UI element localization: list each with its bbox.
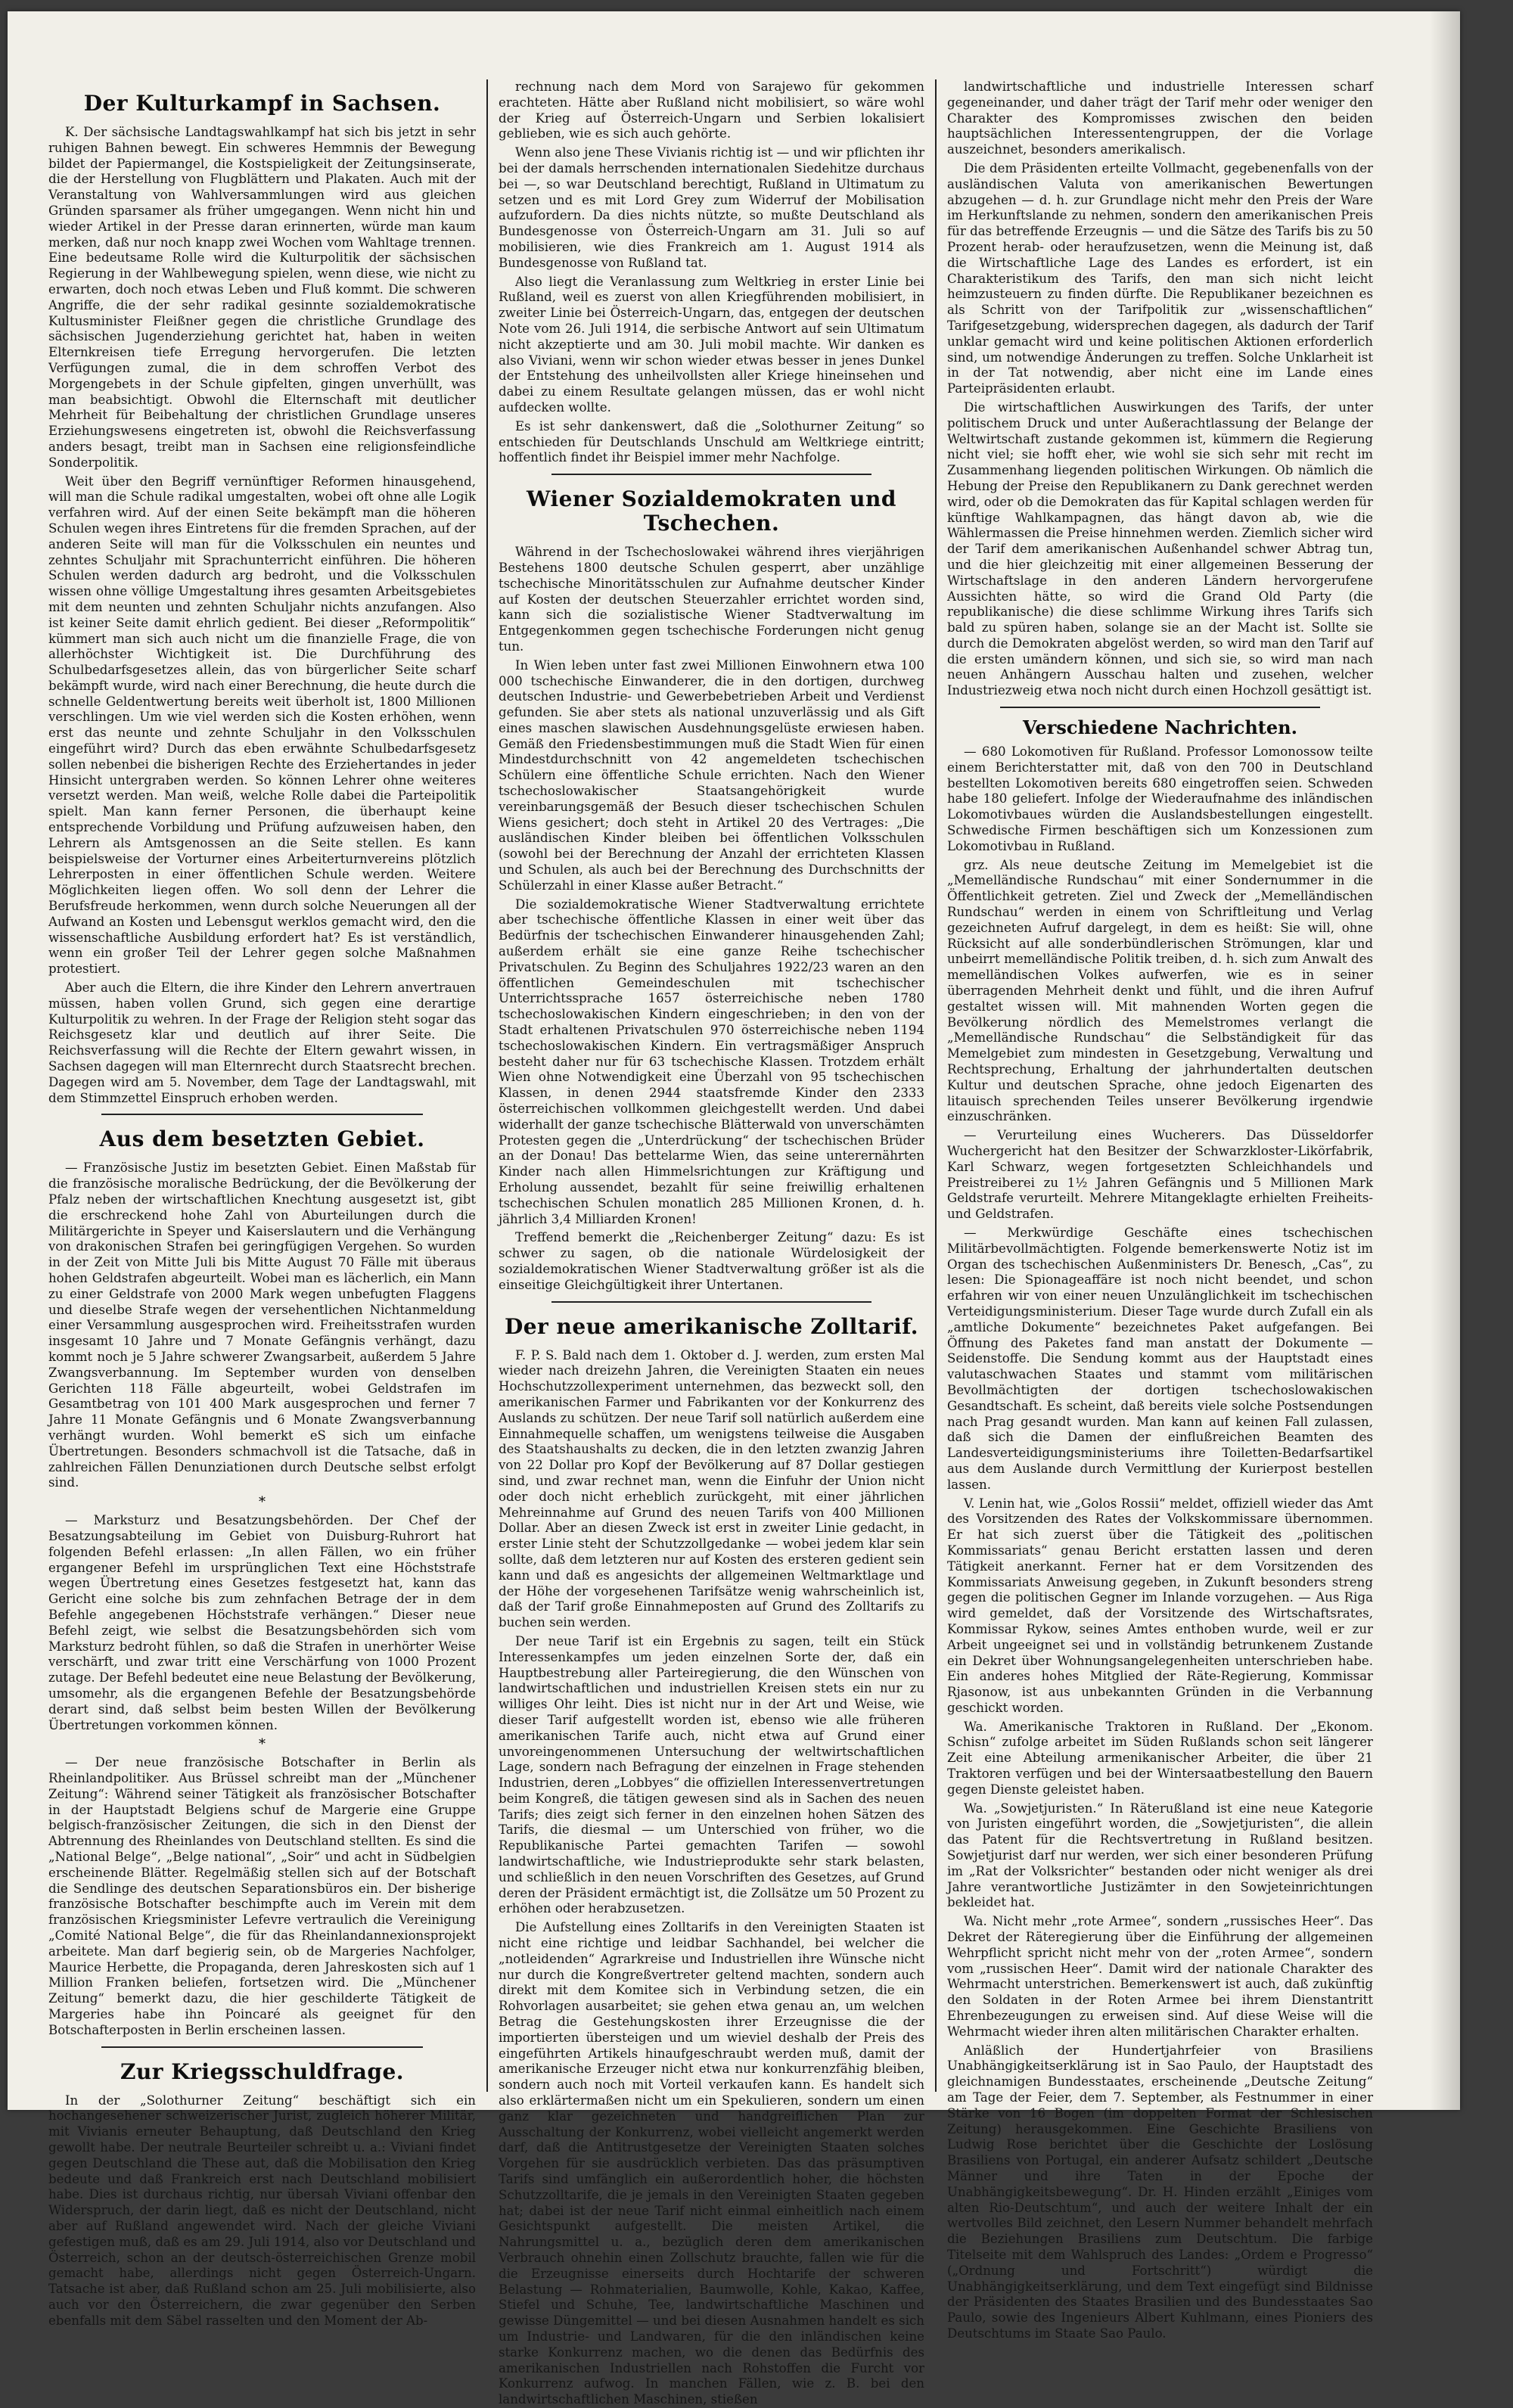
- paragraph: Während in der Tschechoslowakei während ihres vierjährigen Bestehens 1800 deutsche Schulen gesperrt, aber unzählige tschechische Minoritätsschulen zur Aufnahme deutscher Kinder auf Kosten der deutschen Steuerzahler errichtet worden sind, kann sich die sozialistische Wiener Stadtverwaltung im Entgegenkommen gegen tschechische Forderungen nicht genug tun.: [499, 545, 924, 654]
- paragraph: In der „Solothurner Zeitung“ beschäftigt sich ein hochangesehener schweizerischer Jurist, zugleich höherer Militär, mit Vivianis erneuter Behauptung, daß Deutschland den Krieg gewollt habe. Der neutrale Beurteiler schreibt u. a.: Viviani findet gegen Deutschland die These aut, daß die Mobilisation den Krieg bedeute und daß Frankreich erst nach Deutschland mobilisiert habe. Dies ist durchaus richtig, nur übersah Viviani offenbar den Widerspruch, der darin liegt, daß es nicht der Deutschland, nicht aber auf Rußland angewendet wird. Nach der gleiche Viviani gefestigen muß, daß es am 29. Juli 1914, also vor Deutschland und Österreich, schon an der deutsch-österreichischen Grenze mobil gemacht habe, allerdings nicht gegen Österreich-Ungarn. Tatsache ist aber, daß Rußland schon am 25. Juli mobilisierte, also auch vor den Österreichern, die zwar gegenüber den Serben ebenfalls mit dem Säbel rasselten und den Moment der Ab-: [48, 2093, 476, 2328]
- paragraph: Die dem Präsidenten erteilte Vollmacht, gegebenenfalls von der ausländischen Valuta von amerikanischen Bewertungen abzugehen — d. h. zur Grundlage nicht mehr den Preis der Ware im Herkunftslande zu nehmen, sondern den amerikanischen Preis für das betreffende Erzeugnis — und die Sätze des Tarifs bis zu 50 Prozent herab- oder heraufzusetzen, wenn die Meinung ist, daß die Wirtschaftliche Lage des Landes es erfordert, ist ein Charakteristikum des Tarifs, den man sich nicht leicht heimzusteuern zu finden dürfte. Die Republikaner bezeichnen es als Schritt von der Tarifpolitik zur „wissenschaftlichen“ Tarifgesetzgebung, widersprechen dagegen, als dadurch der Tarif unklar gemacht wird und keine politischen Aktionen erforderlich sind, um notwendige Änderungen zu treffen. Solche Unklarheit ist in der Tat notwendig, aber nicht eine im Lande eines Parteipräsidenten erlaubt.: [947, 160, 1373, 396]
- paragraph: grz. Als neue deutsche Zeitung im Memelgebiet ist die „Memelländische Rundschau“ mit einer Sondernummer in die Öffentlichkeit getreten. Ziel und Zweck der „Memelländischen Rundschau“ werden in einem von Schriftleitung und Verlag gezeichneten Aufruf dargelegt, in dem es heißt: Sie will, ohne Rücksicht auf alle sonderbündlerischen Strömungen, klar und unbeirrt memelländische Politik treiben, d. h. sich zum Anwalt des memelländischen Volkes aufwerfen, wie es in seiner überragenden Mehrheit denkt und fühlt, und die ihren Aufruf gestaltet wissen will. Mit mahnenden Worten gegen die Bevölkerung nördlich des Memelstromes verlangt die „Memelländische Rundschau“ die Selbständigkeit für das Memelgebiet zum mindesten in Gesetzgebung, Verwaltung und Rechtsprechung, Erhaltung der jahrhundertalten deutschen Kultur und deutschen Sprache, ohne jedoch Eigenarten des litauisch sprechenden Teiles unserer Bevölkerung irgendwie einzuschränken.: [947, 857, 1373, 1124]
- section-divider: [101, 2046, 423, 2048]
- newspaper-page: [8, 11, 1460, 2407]
- section-divider: [551, 474, 871, 475]
- paragraph: Weit über den Begriff vernünftiger Reformen hinausgehend, will man die Schule radikal umgestalten, wobei oft ohne alle Logik verfahren wird. Auf der einen Seite bekämpft man die höheren Schulen wegen ihres Eintretens für die fremden Sprachen, auf der anderen Seite will man für die Volksschulen ein neuntes und zehntes Schuljahr mit Sprachunterricht einführen. Die höheren Schulen werden dadurch arg bedroht, und die Volksschulen wissen ohne völlige Umgestaltung ihres gesamten Arbeitsgebietes mit dem neunten und zehnten Schuljahr nichts anzufangen. Also ist keiner Seite damit ehrlich gedient. Bei dieser „Reformpolitik“ kümmert man sich auch nicht um die finanzielle Frage, die von allerhöchster Wichtigkeit ist. Die Durchführung des Schulbedarfsgesetzes allein, das von bürgerlicher Seite scharf bekämpft wurde, wird nach einer Berechnung, die heute durch die schnelle Geldentwertung bereits weit überholt ist, 1800 Millionen verschlingen. Um wie viel werden sich die Kosten erhöhen, wenn erst das neunte und zehnte Schuljahr in den Volksschulen eingeführt wird? Durch das eben erwähnte Schulbedarfsgesetz sollen nebenbei die bisherigen Rechte des Erziehertandes in jeder Hinsicht untergraben werden. So können Lehrer ohne weiteres versetzt werden. Man weiß, welche Rolle dabei die Parteipolitik spielt. Man kann ferner Personen, die überhaupt keine entsprechende Vorbildung und Prüfung aufzuweisen haben, den Lehrern als Amtsgenossen an die Seite stellen. Es kann beispielsweise der Vorturner eines Arbeiterturnvereins plötzlich Lehrerposten in einer öffentlichen Schule werden. Weitere Möglichkeiten liegen offen. Wo soll denn der Lehrer die Berufsfreude herkommen, wenn durch solche Neuerungen all der Aufwand an Kosten und Lebensgut werklos gemacht wird, den die wissenschaftliche Ausbildung erfordert hat? Es ist verständlich, wenn ein großer Teil der Lehrer gegen solche Maßnahmen protestiert.: [48, 474, 476, 977]
- headline-zolltarif: Der neue amerikanische Zolltarif.: [504, 1313, 919, 1339]
- paragraph: — 680 Lokomotiven für Rußland. Professor Lomonossow teilte einem Berichterstatter mit, daß von den 700 in Deutschland bestellten Lokomotiven bereits 680 eingetroffen seien. Schweden habe 180 geliefert. Infolge der Wiederaufnahme des inländischen Lokomotivbaues würden die Auslandsbestellungen eingestellt. Schwedische Firmen beschäftigen sich um Konzessionen zum Lokomotivbau in Rußland.: [947, 744, 1373, 853]
- paragraph: Also liegt die Veranlassung zum Weltkrieg in erster Linie bei Rußland, weil es zuerst von allen Kriegführenden mobilisiert, in zweiter Linie bei Österreich-Ungarn, das, entgegen der deutschen Note vom 26. Juli 1914, die serbische Antwort auf sein Ultimatum nicht akzeptierte und am 30. Juli mobil machte. Wir danken es also Viviani, wenn wir schon wieder etwas besser in jenes Dunkel der Entstehung des unheilvollsten aller Kriege hineinsehen und dabei zu einem Resultate gelangen müssen, das er wohl nicht aufdecken wollte.: [499, 274, 924, 415]
- asterisk-divider: *: [259, 1736, 266, 1753]
- headline-besetztes-gebiet: Aus dem besetzten Gebiet.: [99, 1126, 425, 1152]
- headline-wiener-sozialdemokraten: Wiener Sozialdemokraten und Tschechen.: [527, 486, 896, 536]
- column-1: [38, 79, 486, 2328]
- paragraph: K. Der sächsische Landtagswahlkampf hat sich bis jetzt in sehr ruhigen Bahnen bewegt. Ein schweres Hemmnis der Bewegung bildet der Papiermangel, die Kostspieligkeit der Zeitungsinserate, die der Herstellung von Flugblättern und Plakaten. Auch mit der Veranstaltung von Wahlversammlungen wird aus gleichen Gründen sparsamer als früher umgegangen. Wenn nicht hin und wieder Artikel in der Presse daran erinnerten, würde man kaum merken, daß nur noch knapp zwei Wochen vom Wahltage trennen. Eine bedeutsame Rolle wird die Kulturpolitik der sächsischen Regierung in der Wahlbewegung spielen, wenn diese, wie nicht zu erwarten, doch noch etwas Leben und Fluß kommt. Die schweren Angriffe, die der sehr radikal gesinnte sozialdemokratische Kultusminister Fleißner gegen die christliche Grundlage des sächsischen Jugenderziehung gerichtet hat, haben in weiten Elternkreisen tiefe Erregung hervorgerufen. Die letzten Verfügungen zumal, die in dem schroffen Verbot des Morgengebets in der Schule gipfelten, gingen unverhüllt, was man beabsichtigt. Obwohl die Elternschaft mit deutlicher Mehrheit für Beibehaltung der christlichen Grundlage unseres Erziehungswesens eingetreten ist, obwohl die Reichsverfassung anders besagt, treibt man in Sachsen eine religionsfeindliche Sonderpolitik.: [48, 125, 476, 470]
- section-divider: [551, 1301, 871, 1303]
- article-columns: [38, 79, 1384, 2407]
- paragraph: Wa. Nicht mehr „rote Armee“, sondern „russisches Heer“. Das Dekret der Räteregierung über die Einführung der allgemeinen Wehrpflicht spricht nicht mehr von der „roten Armee“, sondern vom „russischen Heer“. Damit wird der nationale Charakter des Wehrmacht unterstrichen. Bemerkenswert ist auch, daß zukünftig den Soldaten in der Roten Armee bei ihrem Dienstantritt Ehrenbezeugungen zu erweisen sind. Auf diese Weise will die Wehrmacht wieder ihren alten militärischen Charakter erhalten.: [947, 1914, 1373, 2039]
- paragraph: — Verurteilung eines Wucherers. Das Düsseldorfer Wuchergericht hat den Besitzer der Schwarzkloster-Likörfabrik, Karl Schwarz, wegen fortgesetzten Schleichhandels und Preistreiberei zu 1½ Jahren Gefängnis und 5 Millionen Mark Geldstrafe verurteilt. Mehrere Mitangeklagte erhielten Freiheits- und Geldstrafen.: [947, 1128, 1373, 1222]
- paragraph: rechnung nach dem Mord von Sarajewo für gekommen erachteten. Hätte aber Rußland nicht mobilisiert, so wäre wohl der Krieg auf Österreich-Ungarn und Serbien lokalisiert geblieben, wie es sich auch gehörte.: [499, 79, 924, 141]
- paragraph: Der neue Tarif ist ein Ergebnis zu sagen, teilt ein Stück Interessenkampfes um jeden einzelnen Sorte der, daß ein Hauptbestrebung aller Parteiregierung, die den Wünschen von landwirtschaftlichen und industriellen Kreisen stets ein nur zu williges Ohr leiht. Dies ist nicht nur in der Art und Weise, wie dieser Tarif aufgestellt worden ist, ebenso wie alle früheren amerikanischen Tarife auch, nicht etwa auf Grund einer unvoreingenommenen Untersuchung der weltwirtschaftlichen Lage, sondern nach Befragung der einzelnen in Frage stehenden Industrien, deren „Lobbyes“ die offiziellen Interessenvertretungen beim Kongreß, die tätigen gewesen sind als in Sachen des neuen Tarifs; dies zeigt sich ferner in den einzelnen hohen Sätzen des Tarifs, die diesmal — um Unterschied von früher, wo die Republikanische Partei gemachten Tarifen — sowohl landwirtschaftliche, wie Industrieprodukte sehr stark belasten, und schließlich in den neuen Vorschriften des Gesetzes, auf Grund deren der Präsident ermächtigt ist, die Zollsätze um 50 Prozent zu erhöhen oder herabzusetzen.: [499, 1633, 924, 1916]
- section-divider: [1000, 707, 1320, 708]
- paragraph: Die wirtschaftlichen Auswirkungen des Tarifs, der unter politischem Druck und unter Außerachtlassung der Belange der Weltwirtschaft zustande gekommen ist, kümmern die Regierung nicht viel; sie hofft eher, wie wohl sie sich sehr mit recht im Zusammenhang liegenden politischen Wirkungen. Ob nämlich die Hebung der Preise den Republikanern zu Dank gerechnet werden wird, oder ob die Demokraten das für Kapital schlagen werden für künftige Wahlkampagnen, das hängt davon ab, wie die Wählermassen die Preise hinnehmen werden. Ziemlich sicher wird der Tarif dem amerikanischen Außenhandel schwer Abtrag tun, und die hier gleichzeitig mit einer allgemeinen Besserung der Wirtschaftslage in den anderen Ländern hervorgerufene Aussichten hätte, so wird die Grand Old Party (die republikanische) die diese schlimme Wirkung ihres Tarifs sich bald zu spüren haben, solange sie an der Macht ist. Sollte sie durch die Demokraten abgelöst werden, so wird man den Tarif auf die ersten umändern können, und sich sie, so wird man nach neuen Anhängern Ausschau halten und zusehen, welcher Industriezweig etwa noch nicht durch einen Hochzoll gesättigt ist.: [947, 399, 1373, 698]
- paragraph: — Der neue französische Botschafter in Berlin als Rheinlandpolitiker. Aus Brüssel schreibt man der „Münchener Zeitung“: Während seiner Tätigkeit als französischer Botschafter in der Hauptstadt Belgiens schuf de Margerie eine Gruppe belgisch-französischer Zeitungen, die sich in den Dienst der Abtrennung des Rheinlandes von Deutschland stellten. Es sind die „National Belge“, „Belge national“, „Soir“ und acht in Südbelgien erscheinende Blätter. Regelmäßig stellen sich auf der Botschaft die Sendlinge des deutschen Separationsbüros ein. Der bisherige französische Botschafter beschimpfte auch im Verein mit dem französischen Kriegsminister Lefevre vertraulich die Vereinigung „Comité National Belge“, die für das Rheinlandannexionsprojekt arbeitete. Man darf begierig sein, ob de Margeries Nachfolger, Maurice Herbette, die Propaganda, deren Jahreskosten sich auf 1 Million Franken beliefen, fortsetzen wird. Die „Münchener Zeitung“ bemerkt dazu, die hier geschilderte Tätigkeit de Margeries habe ihn Poincaré als geeignet für den Botschafterposten in Berlin erscheinen lassen.: [48, 1755, 476, 2037]
- page-edge-shadow: [1430, 11, 1460, 2110]
- paragraph: Aber auch die Eltern, die ihre Kinder den Lehrern anvertrauen müssen, haben vollen Grund, sich gegen eine derartige Kulturpolitik zu wehren. In der Frage der Religion steht sogar das Reichsgesetz klar und deutlich auf ihrer Seite. Die Reichsverfassung will die Rechte der Eltern gewahrt wissen, in Sachsen dagegen will man Elternrecht durch Staatsrecht brechen. Dagegen wird am 5. November, dem Tage der Landtagswahl, mit dem Stimmzettel Einspruch erhoben werden.: [48, 980, 476, 1105]
- paragraph: F. P. S. Bald nach dem 1. Oktober d. J. werden, zum ersten Mal wieder nach dreizehn Jahren, die Vereinigten Staaten ein neues Hochschutzzollexperiment unternehmen, das bezweckt soll, den amerikanischen Farmer und Fabrikanten vor der Konkurrenz des Auslands zu schützen. Der neue Tarif soll natürlich außerdem eine Einnahmequelle schaffen, um wenigstens teilweise die Ausgaben des Staatshaushalts zu decken, die in den letzten zwanzig Jahren von 22 Dollar pro Kopf der Bevölkerung auf 87 Dollar gestiegen sind, und zwar rechnet man, wenn die Einfuhr der Union nicht oder doch nicht erheblich zurückgeht, mit einer jährlichen Mehreinnahme auf Grund des neuen Tarifs von 400 Millionen Dollar. Aber an diesen Zweck ist erst in zweiter Linie gedacht, in erster Linie steht der Schutzzollgedanke — wobei jedem klar sein sollte, daß dem letzteren nur auf Kosten des ersteren gedient sein kann und daß es angesichts der allgemeinen Weltmarktlage und der Höhe der vorgesehenen Tarifsätze wenig wahrscheinlich ist, daß der Tarif große Einnahmeposten auf Grund des Zolltarifs zu buchen sein werden.: [499, 1347, 924, 1630]
- paragraph: Wa. Amerikanische Traktoren in Rußland. Der „Ekonom. Schisn“ zufolge arbeitet im Süden Rußlands schon seit längerer Zeit eine Abteilung armenikanischer Arbeiter, die über 21 Traktoren verfügen und bei der Wintersaatbestellung den Bauern gegen Dienste geleistet haben.: [947, 1719, 1373, 1797]
- paragraph: — Merkwürdige Geschäfte eines tschechischen Militärbevollmächtigten. Folgende bemerkenswerte Notiz ist im Organ des tschechischen Außenministers Dr. Benesch, „Cas“, zu lesen: Die Spionageaffäre ist noch nicht beendet, und schon erfahren wir von einer neuen Unzulänglichkeit im tschechischen Verteidigungsministerium. Dieser Tage wurde durch Zufall ein als „amtliche Dokumente“ bezeichnetes Paket aufgefangen. Bei Öffnung des Paketes fand man anstatt der Dokumente — Seidenstoffe. Die Sendung kommt aus der Hauptstadt eines valutaschwachen Staates und stammt vom militärischen Bevollmächtigten der dortigen tschechoslowakischen Gesandtschaft. Es scheint, daß bereits viele solche Postsendungen nach Prag gesandt wurden. Man kann auf keinen Fall zulassen, daß sich die Damen der einflußreichen Beamten des Landesverteidigungsministeriums ihre Toiletten-Bedarfsartikel aus dem Auslande durch Vermittlung der Kurierpost bestellen lassen.: [947, 1225, 1373, 1492]
- paragraph: Wenn also jene These Vivianis richtig ist — und wir pflichten ihr bei der damals herrschenden internationalen Siedehitze durchaus bei —, so war Deutschland berechtigt, Rußland in Ultimatum zu setzen und es mit Lord Grey zum Widerruf der Mobilisation aufzufordern. Da dies nichts nützte, so mußte Deutschland als Bundesgenosse von Österreich-Ungarn am 31. Juli so auf mobilisieren, wie dies Frankreich am 1. August 1914 als Bundesgenosse von Rußland tat.: [499, 145, 924, 270]
- headline-kriegsschuldfrage: Zur Kriegsschuldfrage.: [120, 2058, 404, 2084]
- headline-verschiedene-nachrichten: Verschiedene Nachrichten.: [1023, 716, 1297, 739]
- paragraph: Es ist sehr dankenswert, daß die „Solothurner Zeitung“ so entschieden für Deutschlands Unschuld am Weltkriege eintritt; hoffentlich findet ihr Beispiel immer mehr Nachfolge.: [499, 418, 924, 465]
- asterisk-divider: *: [259, 1494, 266, 1511]
- paragraph: Anläßlich der Hundertjahrfeier von Brasiliens Unabhängigkeitserklärung ist in Sao Paulo, der Hauptstadt des gleichnamigen Bundesstaates, erscheinende „Deutsche Zeitung“ am Tage der Feier, dem 7. September, als Festnummer in einer Stärke von 16 Bogen (im doppelten Format der Schlesischen Zeitung) herausgekommen. Eine Geschichte Brasiliens von Ludwig Rose berichtet über die Geschichte der Loslösung Brasiliens von Portugal, ein anderer Aufsatz schildert „Deutsche Männer und ihre Taten in der Epoche der Unabhängigkeitsbewegung“. Dr. H. Hinden erzählt „Einiges vom alten Rio-Deutschtum“, und auch der weitere Inhalt der ein wertvolles Bild zeichnet, den Lesern Nummer behandelt mehrfach die Beziehungen Brasiliens zum Deutschtum. Die farbige Titelseite mit dem Wahlspruch des Landes: „Ordem e Progresso“ („Ordnung und Fortschritt“) würdigt die Unabhängigkeitserklärung, und dem Text eingefügt sind Bildnisse der Präsidenten des Staates Brasilien und des Bundesstaates Sao Paulo, sowie des Ingenieurs Albert Kuhlmann, eines Pioniers des Deutschtums im Staate Sao Paulo.: [947, 2043, 1373, 2341]
- section-divider: [101, 1114, 423, 1115]
- paragraph: landwirtschaftliche und industrielle Interessen scharf gegeneinander, und daher trägt der Tarif mehr oder weniger den Charakter des Kompromisses zwischen den beiden hauptsächlichen Interessentengruppen, der die Vorlage auszeichnet, besonders amerikalisch.: [947, 79, 1373, 157]
- paragraph: — Marksturz und Besatzungsbehörden. Der Chef der Besatzungsabteilung im Gebiet von Duisburg-Ruhrort hat folgenden Befehl erlassen: „In allen Fällen, wo ein früher ergangener Befehl im ursprünglichen Text eine Höchststrafe wegen Übertretung eines Gesetzes festgesetzt hat, kann das Gericht eine solche bis zum zehnfachen Betrage der in dem Befehle angegebenen Höchststrafe verhängen.“ Dieser neue Befehl zeigt, wie selbst die Besatzungsbehörden sich vom Marksturz bedroht fühlen, so daß die Strafen in unerhörter Weise verschärft, und zwar tritt eine Verschärfung von 1000 Prozent zutage. Der Befehl bedeutet eine neue Belastung der Bevölkerung, umsomehr, als die ergangenen Befehle der Besatzungsbehörde derart sind, daß selbst beim besten Willen der Bevölkerung Übertretungen vorkommen können.: [48, 1513, 476, 1732]
- paragraph: Die Aufstellung eines Zolltarifs in den Vereinigten Staaten ist nicht eine richtige und leidbar Sachhandel, bei welcher die „notleidenden“ Agrarkreise und Industriellen ihre Wünsche nicht nur durch die Kongreßvertreter geltend machten, sondern auch direkt mit dem Komitee sich in Verbindung setzen, die ein Rohvorlagen ausarbeitet; sie gehen etwa genau an, um welchen Betrag die Gestehungskosten ihrer Erzeugnisse die der importierten übersteigen und um wieviel deshalb der Preis des eingeführten Artikels hinaufgeschraubt werden muß, damit der amerikanische Erzeuger nicht etwa nur konkurrenzfähig bleiben, sondern auch noch mit Vorteil verkaufen kann. Es handelt sich also erklärtermaßen nicht um ein Spekulieren, sondern um einen ganz klar gezeichneten und handgreiflichen Plan zur Ausschaltung der Konkurrenz, wobei vielleicht angemerkt werden darf, daß die Antitrustgesetze der Vereinigten Staaten solches Vorgehen für sie ausdrücklich verbieten. Das das präsumptiven Tarifs sind umfänglich ein außerordentlich hoher, die höchsten Schutzzolltarife, die je jemals in den Vereinigten Staaten gegeben hat; dabei ist der neue Tarif nicht einmal einheitlich nach einem Gesichtspunkt aufgestellt. Die meisten Artikel, die Nahrungsmittel u. a., bezüglich deren dem amerikanischen Verbrauch ohnehin einen Zollschutz brauchte, fallen wie für die die Erzeugnisse einerseits durch Hochtarife der schweren Belastung — Rohmaterialien, Baumwolle, Kohle, Kakao, Kaffee, Stiefel und Schuhe, Tee, landwirtschaftliche Maschinen und gewisse Düngemittel — und bei diesen Ausnahmen handelt es sich um Industrie- und Landwaren, für die den inländischen keine starke Konkurrenz machen, wo die denen das Bedürfnis des amerikanischen Industriellen nach Rohstoffen die Furcht vor Konkurrenz aufwog. In manchen Fällen, wie z. B. bei den landwirtschaftlichen Maschinen, stießen: [499, 1920, 924, 2407]
- paragraph: Wa. „Sowjetjuristen.“ In Räterußland ist eine neue Kategorie von Juristen eingeführt worden, die „Sowjetjuristen“, die allein das Patent für die Rechtsvertretung in Rußland besitzen. Sowjetjurist darf nur werden, wer sich einer besonderen Prüfung im „Rat der Volksrichter“ bestanden oder nicht weniger als drei Jahre verantwortliche Justizämter in den Sowjeteinrichtungen bekleidet hat.: [947, 1801, 1373, 1910]
- column-2: [486, 79, 935, 2407]
- headline-kulturkampf: Der Kulturkampf in Sachsen.: [83, 91, 441, 116]
- paragraph: — Französische Justiz im besetzten Gebiet. Einen Maßstab für die französische moralische Bedrückung, der die Bevölkerung der Pfalz neben der wirtschaftlichen Knechtung ausgesetzt ist, gibt die erschreckend hohe Zahl von Aburteilungen durch die Militärgerichte in Speyer und Kaiserslautern und die Verhängung von drakonischen Strafen bei geringfügigen Vergehen. So wurden in der Zeit von Mitte Juli bis Mitte August 70 Fälle mit überaus hohen Geldstrafen abgeurteilt. Wobei man es lächerlich, ein Mann zu einer Geldstrafe von 2000 Mark wegen unbefugten Flaggens und dieselbe Strafe wegen der versehentlichen Nichtanmeldung einer Versammlung ausgesprochen wird. Freiheitsstrafen wurden insgesamt 10 Jahre und 7 Monate Gefängnis verhängt, dazu kommt noch je 5 Jahre schwerer Zwangsarbeit, außerdem 5 Jahre Zwangsverbannung. Im September wurden von denselben Gerichten 118 Fälle abgeurteilt, wobei Geldstrafen im Gesamtbetrag von 101 400 Mark ausgesprochen und ferner 7 Jahre 11 Monate Gefängnis und 6 Monate Zwangsverbannung verhängt wurden. Wohl bemerkt eS sich um einfache Übertretungen. Besonders schmachvoll ist die Tatsache, daß in zahlreichen Fällen Denunziationen durch Deutsche selbst erfolgt sind.: [48, 1161, 476, 1490]
- paragraph: In Wien leben unter fast zwei Millionen Einwohnern etwa 100 000 tschechische Einwanderer, die in den dortigen, durchweg deutschen Industrie- und Gewerbebetrieben Arbeit und Verdienst gefunden. Sie aber stets als national unzuverlässig und als Gift eines maschen slawischen Ausdehnungsgelüste erwiesen haben. Gemäß den Friedensbestimmungen muß die Stadt Wien für einen Mindestdurchschnitt von 42 angemeldeten tschechischen Schülern eine öffentliche Schule errichten. Nach den Wiener tschechoslowakischer Staatsangehörigkeit wurde vereinbarungsgemäß der Besuch dieser tschechischen Schulen Wiens gesichert; doch steht in Artikel 20 des Vertrages: „Die ausländischen Kinder bleiben bei öffentlichen Volksschulen (sowohl bei der Berechnung der Anzahl der errichteten Klassen und Schulen, als auch bei der Berechnung des Durchschnitts der Schülerzahl in einer Klasse außer Betracht.“: [499, 657, 924, 893]
- column-3: [935, 79, 1384, 2341]
- paragraph: Treffend bemerkt die „Reichenberger Zeitung“ dazu: Es ist schwer zu sagen, ob die nationale Würdelosigkeit der sozialdemokratischen Wiener Stadtverwaltung größer ist als die einseitige Gleichgültigkeit ihrer Untertanen.: [499, 1230, 924, 1292]
- paragraph: V. Lenin hat, wie „Golos Rossii“ meldet, offiziell wieder das Amt des Vorsitzenden des Rates der Volkskommissare übernommen. Er hat sich zuerst über die Tätigkeit des „politischen Kommissariats“ genau Bericht erstatten lassen und deren Tätigkeit anerkannt. Ferner hat er dem Vorsitzenden des Kommissariats Anweisung gegeben, in Zukunft besonders streng gegen die politischen Gegner im Inlande vorzugehen. — Aus Riga wird gemeldet, daß der Vorsitzende des Wirtschaftsrates, Kommissar Rykow, seines Amtes enthoben wurde, weil er zur Arbeit ungeeignet sei und in vollständig betrunkenem Zustande ein Dekret über Wohnungsangelegenheiten unterschrieben habe. Ein anderes hohes Mitglied der Räte-Regierung, Kommissar Rjasonow, ist aus unbekannten Gründen in die Verbannung geschickt worden.: [947, 1496, 1373, 1715]
- paragraph: Die sozialdemokratische Wiener Stadtverwaltung errichtete aber tschechische öffentliche Klassen in einer weit über das Bedürfnis der tschechischen Einwanderer hinausgehenden Zahl; außerdem erhält sie eine ganze Reihe tschechischer Privatschulen. Zu Beginn des Schuljahres 1922/23 waren an den öffentlichen Gemeindeschulen mit tschechischer Unterrichtssprache 1657 österreichische neben 1780 tschechoslowakischen Kindern eingeschrieben; in den von der Stadt erhaltenen Privatschulen 970 österreichische neben 1194 tschechoslowakischen Kindern. Ein vertragsmäßiger Anspruch besteht daher nur für 63 tschechische Klassen. Trotzdem erhält Wien ohne Notwendigkeit eine Überzahl von 95 tschechischen Klassen, in denen 2944 staatsfremde Kinder den 2333 österreichischen vollkommen gleichgestellt werden. Und dabei widerhallt der ganze tschechische Blätterwald von unverschämten Protesten gegen die „Unterdrückung“ der tschechischen Brüder an der Donau! Das bettelarme Wien, das seine unterernährten Kinder nach allen Himmelsrichtungen zur Kräftigung und Erholung aussendet, bezahlt für seine freiwillig erhaltenen tschechischen Schulen monatlich 285 Millionen Kronen, d. h. jährlich 3,4 Milliarden Kronen!: [499, 896, 924, 1226]
